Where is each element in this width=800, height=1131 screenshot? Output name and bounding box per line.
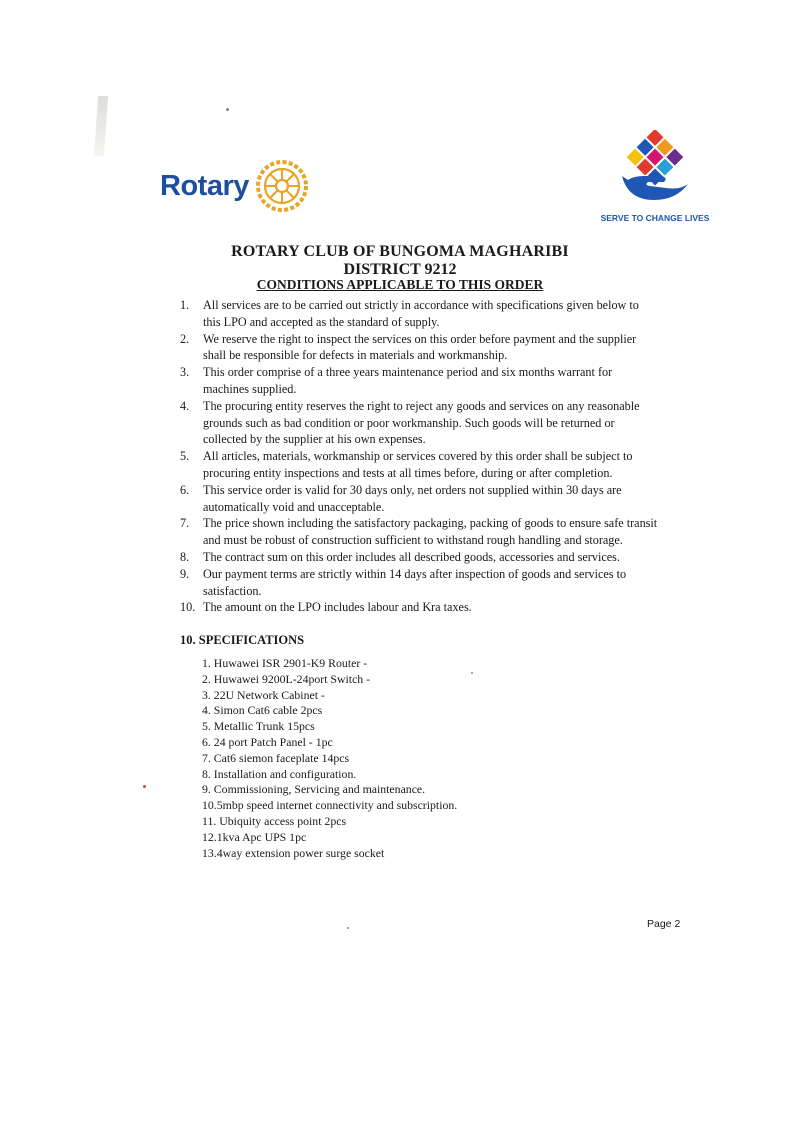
condition-text: All articles, materials, workmanship or services covered by this order shall be subject to procuring entity inspections and tests at all times before, during or after completion. [203, 449, 633, 480]
spec-item: 4. Simon Cat6 cable 2pcs [202, 703, 323, 718]
condition-number: 1. [180, 298, 190, 312]
condition-text: The price shown including the satisfactory packaging, packing of goods to ensure safe transit and must be robust of construction sufficient to withstand rough handling and storage. [203, 516, 658, 548]
scan-speck [471, 672, 473, 674]
condition-text: The amount on the LPO includes labour and Kra taxes. [203, 600, 472, 615]
spec-item: 10.5mbp speed internet connectivity and subscription. [202, 798, 458, 813]
rotary-wordmark: Rotary [160, 169, 249, 202]
condition-text: This order comprise of a three years maintenance period and six months warrant for machines supplied. [203, 365, 613, 396]
specifications-list [202, 656, 457, 861]
condition-text: The contract sum on this order includes all described goods, accessories and services. [203, 549, 620, 564]
condition-item [180, 599, 658, 616]
condition-number: 4. [180, 398, 190, 413]
spec-item: 8. Installation and configuration. [202, 766, 357, 781]
motto-text: SERVE TO CHANGE LIVES [600, 213, 710, 223]
condition-item [180, 331, 658, 365]
spec-item: 7. Cat6 siemon faceplate 14pcs [202, 750, 350, 765]
spec-item: 13.4way extension power surge socket [202, 845, 385, 860]
condition-number: 2. [180, 331, 190, 346]
district-heading: DISTRICT 9212 [343, 261, 457, 278]
condition-number: 5. [180, 449, 190, 464]
condition-item [180, 364, 658, 398]
spec-item: 1. Huwawei ISR 2901-K9 Router - [202, 656, 368, 670]
serve-to-change-lives-logo [600, 130, 710, 223]
condition-text: All services are to be carried out strictly in accordance with specifications given below to this LPO and accepted as the standard of supply. [203, 298, 639, 329]
spec-item: 6. 24 port Patch Panel - 1pc [202, 734, 333, 749]
condition-number: 3. [180, 365, 190, 380]
club-name-heading: ROTARY CLUB OF BUNGOMA MAGHARIBI [231, 243, 569, 260]
rotary-wheel-icon [253, 157, 311, 215]
scan-speck [226, 108, 229, 111]
scan-speck [347, 927, 349, 929]
condition-item [180, 566, 658, 600]
condition-item [180, 297, 658, 331]
spec-item: 12.1kva Apc UPS 1pc [202, 829, 307, 844]
condition-number: 8. [180, 549, 190, 564]
condition-item [180, 398, 658, 448]
spec-item: 3. 22U Network Cabinet - [202, 687, 325, 702]
condition-item [180, 515, 658, 549]
condition-text: This service order is valid for 30 days only, net orders not supplied within 30 days are automatically void and unacceptable. [203, 482, 622, 514]
spec-item: 5. Metallic Trunk 15pcs [202, 719, 315, 734]
spec-item: 11. Ubiquity access point 2pcs [202, 813, 347, 828]
condition-item [180, 482, 658, 516]
specifications-heading: 10. SPECIFICATIONS [180, 633, 305, 647]
spec-item: 9. Commissioning, Servicing and maintenance. [202, 782, 426, 797]
condition-number: 10. [180, 600, 196, 615]
condition-text: We reserve the right to inspect the services on this order before payment and the supplier shall be responsible for defects in materials and workmanship. [203, 331, 637, 363]
globe-in-hand-icon [614, 130, 696, 208]
page-number: Page 2 [647, 918, 681, 930]
scan-speck [143, 785, 146, 788]
condition-number: 9. [180, 566, 190, 581]
condition-text: The procuring entity reserves the right to reject any goods and services on any reasonable grounds such as bad condition or poor workmanship. Such goods will be returned or collected by the supplier at his own expenses. [203, 398, 640, 447]
condition-item [180, 448, 658, 482]
condition-item [180, 549, 658, 566]
condition-number: 7. [180, 516, 190, 531]
condition-number: 6. [180, 482, 190, 497]
spec-item: 2. Huwawei 9200L-24port Switch - [202, 671, 371, 686]
conditions-list [180, 297, 658, 616]
scan-edge-shadow [94, 96, 108, 156]
condition-text: Our payment terms are strictly within 14 days after inspection of goods and services to satisfaction. [203, 566, 627, 598]
conditions-title: CONDITIONS APPLICABLE TO THIS ORDER [256, 277, 544, 292]
rotary-logo [160, 158, 311, 214]
